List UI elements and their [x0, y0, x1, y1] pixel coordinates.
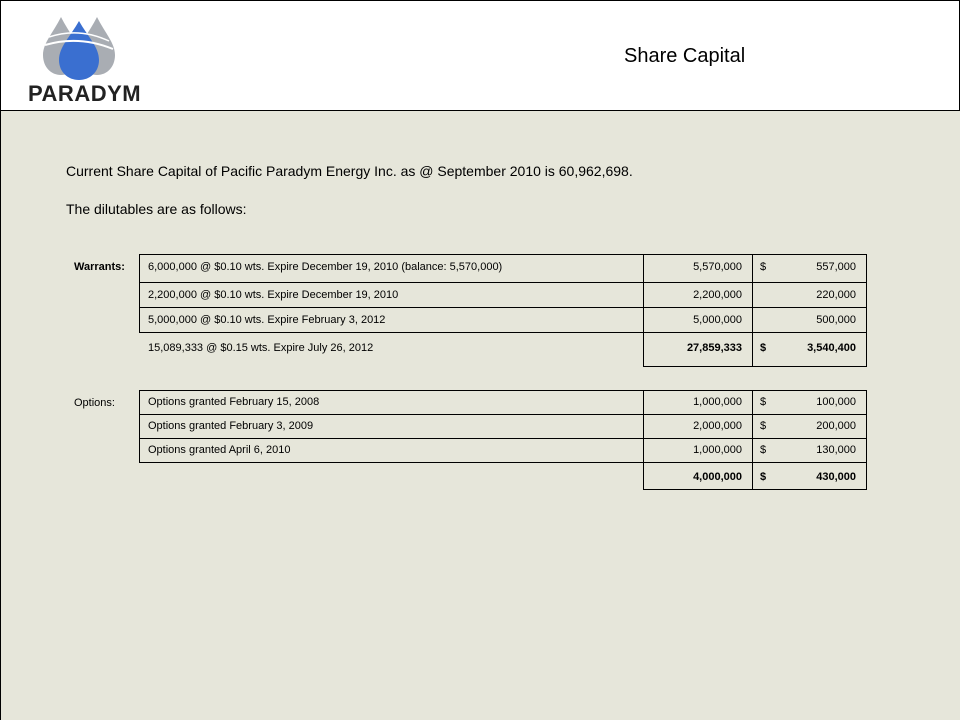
paradym-logo — [25, 15, 142, 106]
water-drop-icon — [39, 15, 119, 81]
amount: 220,000 — [816, 289, 856, 301]
table-cell: 1,000,000 — [693, 396, 742, 408]
table-cell — [752, 390, 866, 415]
currency-symbol: $ — [760, 444, 767, 456]
table-cell: Options granted April 6, 2010 — [148, 444, 291, 456]
total-cell — [752, 465, 866, 490]
amount: 200,000 — [816, 420, 856, 432]
divider — [866, 390, 867, 490]
total-cell — [752, 336, 866, 361]
table-cell — [752, 255, 866, 280]
currency-symbol: $ — [760, 261, 767, 273]
options-label: Options: — [74, 397, 115, 409]
table-cell — [752, 414, 866, 439]
amount: 100,000 — [816, 396, 856, 408]
currency-symbol: $ — [760, 396, 767, 408]
dilutables-text: The dilutables are as follows: — [66, 201, 247, 217]
table-cell: Options granted February 15, 2008 — [148, 396, 320, 408]
total-cell: 4,000,000 — [693, 471, 742, 483]
table-cell — [752, 283, 866, 308]
amount: 430,000 — [816, 471, 856, 483]
table-cell — [752, 308, 866, 333]
table-cell: 5,570,000 — [693, 261, 742, 273]
logo-text: PARADYM — [28, 81, 142, 106]
currency-symbol: $ — [760, 420, 767, 432]
table-cell — [752, 438, 866, 463]
amount: 557,000 — [816, 261, 856, 273]
currency-symbol: $ — [760, 471, 767, 483]
table-cell: 15,089,333 @ $0.15 wts. Expire July 26, 2012 — [148, 342, 374, 354]
divider — [866, 254, 867, 367]
amount: 130,000 — [816, 444, 856, 456]
table-cell: 1,000,000 — [693, 444, 742, 456]
table-cell: 6,000,000 @ $0.10 wts. Expire December 19, 2010 (balance: 5,570,000) — [148, 261, 503, 273]
table-cell: 5,000,000 — [693, 314, 742, 326]
table-cell: 2,200,000 @ $0.10 wts. Expire December 19, 2010 — [148, 289, 399, 301]
table-cell: 5,000,000 @ $0.10 wts. Expire February 3, 2012 — [148, 314, 386, 326]
currency-symbol: $ — [760, 342, 767, 354]
header — [0, 0, 960, 111]
intro-text: Current Share Capital of Pacific Paradym Energy Inc. as @ September 2010 is 60,962,698. — [66, 163, 633, 179]
table-cell: Options granted February 3, 2009 — [148, 420, 314, 432]
amount: 500,000 — [816, 314, 856, 326]
total-cell: 27,859,333 — [686, 342, 742, 354]
amount: 3,540,400 — [807, 342, 856, 354]
table-cell: 2,000,000 — [693, 420, 742, 432]
table-cell: 2,200,000 — [693, 289, 742, 301]
page-title: Share Capital — [624, 45, 746, 67]
divider — [643, 366, 866, 367]
warrants-label: Warrants: — [74, 261, 125, 273]
